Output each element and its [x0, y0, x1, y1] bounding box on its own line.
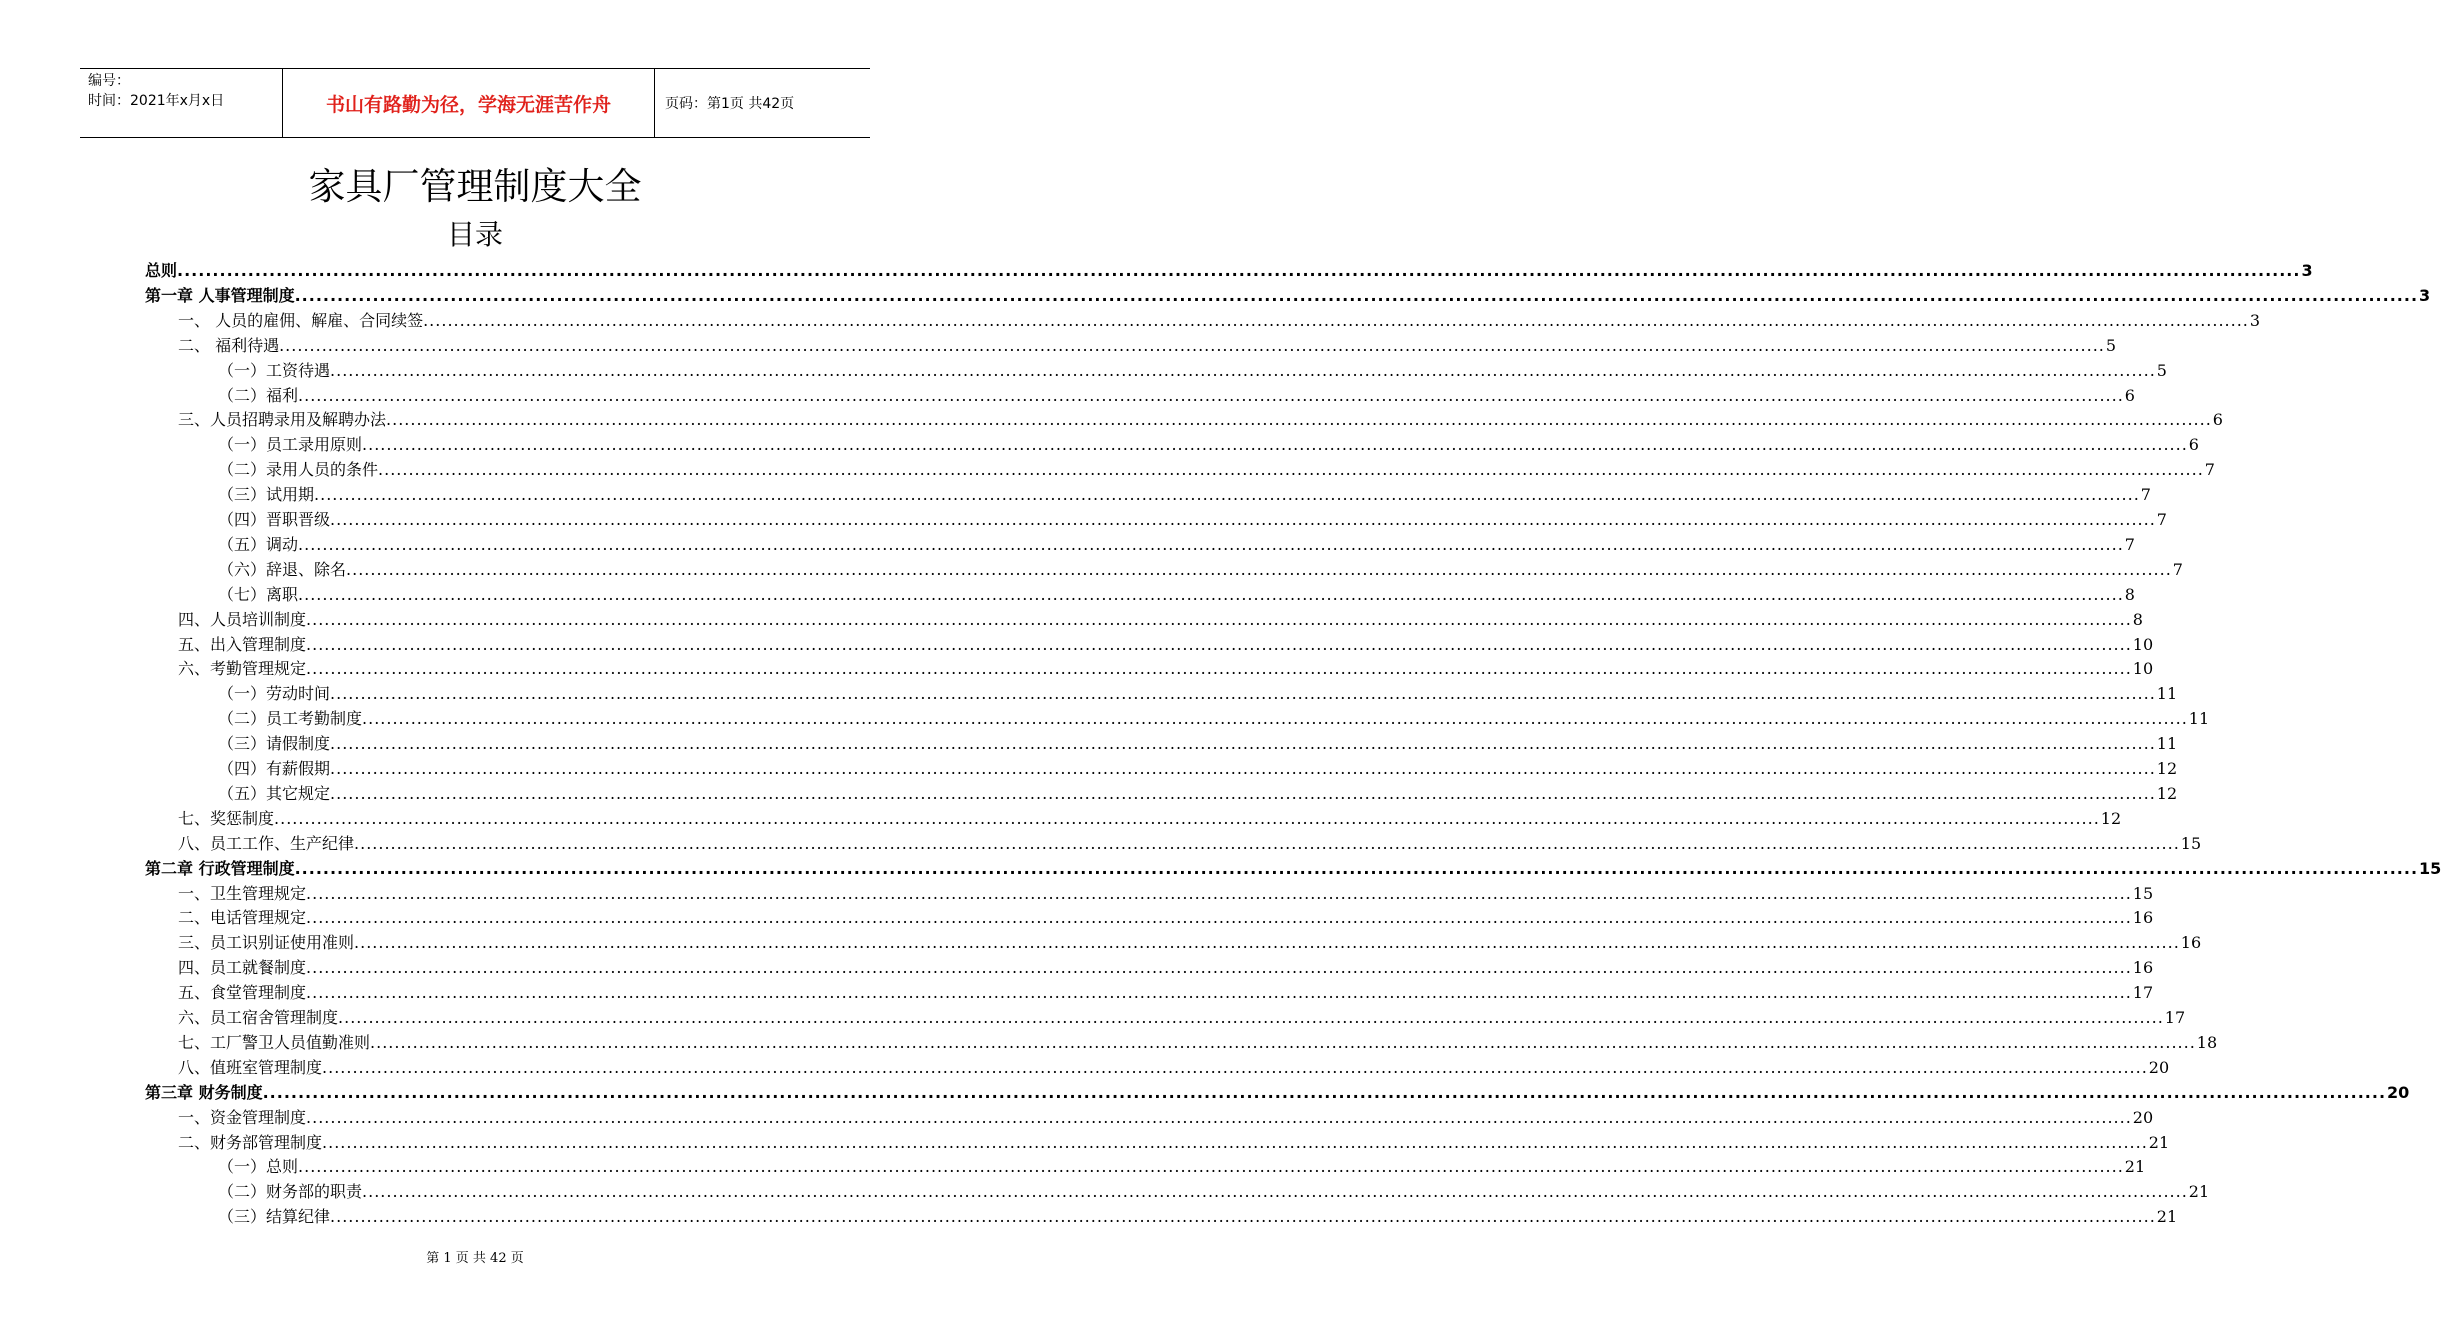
- toc-entry-page: 15: [2180, 833, 2202, 853]
- toc-entry-page: 3: [2419, 285, 2431, 305]
- toc-entry[interactable]: [178, 1030, 2218, 1055]
- toc-dot-leader: ............................................................................................................................................................................................................................................................................................................: [330, 684, 2156, 704]
- toc-entry[interactable]: [178, 632, 2154, 657]
- toc-entry-page: 7: [2124, 534, 2135, 554]
- toc-dot-leader: ............................................................................................................................................................................................................................................................................................................: [294, 858, 2419, 878]
- toc-entry-page: 21: [2156, 1207, 2178, 1227]
- toc-entry-page: 21: [2188, 1182, 2210, 1202]
- toc-dot-leader: ............................................................................................................................................................................................................................................................................................................: [298, 1157, 2124, 1177]
- toc-entry-label: （二）财务部的职责: [218, 1182, 363, 1202]
- toc-entry-page: 7: [2156, 510, 2167, 529]
- toc-entry-page: 3: [2301, 261, 2313, 280]
- toc-entry[interactable]: [178, 407, 2223, 432]
- toc-dot-leader: ............................................................................................................................................................................................................................................................................................................: [306, 958, 2132, 978]
- page-footer: 第 1 页 共 42 页: [426, 1251, 524, 1266]
- toc-entry[interactable]: [178, 881, 2154, 906]
- toc-entry[interactable]: [178, 308, 2261, 333]
- toc-dot-leader: ............................................................................................................................................................................................................................................................................................................: [354, 933, 2180, 953]
- toc-dot-leader: ............................................................................................................................................................................................................................................................................................................: [314, 485, 2140, 505]
- toc-entry-page: 15: [2132, 883, 2154, 903]
- toc-entry[interactable]: [218, 781, 2178, 806]
- toc-entry-label: （一）员工录用原则: [218, 435, 363, 455]
- toc-entry[interactable]: [218, 507, 2167, 532]
- toc-entry-label: （四）有薪假期: [218, 759, 331, 778]
- toc-entry-page: 6: [2124, 385, 2135, 405]
- toc-entry-label: 总则: [145, 261, 178, 280]
- toc-dot-leader: ............................................................................................................................................................................................................................................................................................................: [346, 559, 2172, 579]
- toc-entry-page: 11: [2156, 734, 2178, 754]
- toc-entry-page: 6: [2212, 410, 2223, 430]
- toc-entry[interactable]: [218, 383, 2135, 408]
- toc-dot-leader: ............................................................................................................................................................................................................................................................................................................: [386, 410, 2212, 430]
- header-meta: [80, 69, 282, 137]
- toc-dot-leader: ............................................................................................................................................................................................................................................................................................................: [306, 908, 2132, 928]
- toc-entry[interactable]: [178, 930, 2202, 955]
- page-header: [80, 68, 870, 138]
- toc-entry-label: 四、员工就餐制度: [178, 958, 307, 978]
- number-label: 编号：: [88, 73, 130, 89]
- toc-dot-leader: ............................................................................................................................................................................................................................................................................................................: [362, 435, 2188, 455]
- toc-dot-leader: ............................................................................................................................................................................................................................................................................................................: [338, 1008, 2164, 1027]
- toc-entry-label: 二、财务部管理制度: [178, 1132, 323, 1152]
- toc-entry-label: 一、卫生管理规定: [178, 883, 307, 903]
- toc-entry[interactable]: [178, 831, 2202, 856]
- toc-entry[interactable]: [145, 856, 2441, 881]
- toc-entry-label: 第三章 财务制度: [145, 1082, 263, 1102]
- toc-entry[interactable]: [218, 582, 2135, 607]
- toc-dot-leader: ............................................................................................................................................................................................................................................................................................................: [294, 285, 2419, 305]
- toc-dot-leader: ............................................................................................................................................................................................................................................................................................................: [330, 510, 2156, 529]
- toc-entry-page: 5: [2156, 360, 2167, 380]
- toc-entry-label: 第一章 人事管理制度: [145, 285, 295, 305]
- toc-entry[interactable]: [218, 731, 2178, 756]
- toc-entry[interactable]: [218, 532, 2135, 557]
- toc-entry-label: 二、电话管理规定: [178, 908, 307, 928]
- toc-dot-leader: ............................................................................................................................................................................................................................................................................................................: [330, 360, 2156, 380]
- toc-entry-label: 五、出入管理制度: [178, 634, 307, 654]
- toc-entry[interactable]: [178, 980, 2154, 1005]
- toc-entry-label: （一）工资待遇: [218, 360, 331, 380]
- header-motto: 书山有路勤为径，学海无涯苦作舟: [282, 69, 655, 137]
- toc-entry-label: （五）调动: [218, 534, 299, 554]
- toc-entry-page: 8: [2132, 609, 2143, 629]
- toc-entry-label: 六、员工宿舍管理制度: [178, 1008, 339, 1027]
- toc-entry-label: （六）辞退、除名: [218, 559, 347, 579]
- toc-dot-leader: ............................................................................................................................................................................................................................................................................................................: [330, 759, 2156, 778]
- toc-entry-label: 六、考勤管理规定: [178, 659, 307, 679]
- toc-dot-leader: ............................................................................................................................................................................................................................................................................................................: [330, 734, 2156, 754]
- toc-entry[interactable]: [218, 1179, 2210, 1204]
- toc-entry-label: 七、工厂警卫人员值勤准则: [178, 1032, 371, 1052]
- toc-entry-page: 16: [2132, 958, 2154, 978]
- toc-dot-leader: ............................................................................................................................................................................................................................................................................................................: [298, 385, 2124, 405]
- toc-dot-leader: ............................................................................................................................................................................................................................................................................................................: [279, 335, 2105, 355]
- toc-entry[interactable]: [178, 1055, 2170, 1080]
- toc-dot-leader: ............................................................................................................................................................................................................................................................................................................: [330, 1207, 2156, 1227]
- toc-dot-leader: ............................................................................................................................................................................................................................................................................................................: [362, 1182, 2188, 1202]
- toc-dot-leader: ............................................................................................................................................................................................................................................................................................................: [298, 534, 2124, 554]
- toc-entry[interactable]: [145, 258, 2313, 283]
- toc-entry[interactable]: [178, 1105, 2154, 1130]
- toc-entry[interactable]: [218, 557, 2183, 582]
- toc-entry-page: 11: [2188, 709, 2210, 729]
- toc-heading: 目录: [446, 218, 503, 251]
- toc-entry[interactable]: [178, 905, 2154, 930]
- toc-entry-label: （三）试用期: [218, 485, 315, 505]
- toc-entry-label: （二）录用人员的条件: [218, 460, 379, 480]
- toc-entry-page: 5: [2105, 335, 2117, 355]
- toc-dot-leader: ............................................................................................................................................................................................................................................................................................................: [274, 808, 2100, 828]
- toc-entry-page: 10: [2132, 634, 2154, 654]
- date-line: 时间：2021年x月x日: [88, 93, 225, 109]
- document-title: 家具厂管理制度大全: [308, 165, 642, 208]
- toc-entry-label: （七）离职: [218, 584, 299, 604]
- toc-entry-page: 12: [2100, 808, 2122, 828]
- toc-dot-leader: ............................................................................................................................................................................................................................................................................................................: [378, 460, 2204, 480]
- toc-entry-label: 一、 人员的雇佣、解雇、合同续签: [178, 310, 424, 330]
- toc-entry-page: 21: [2124, 1157, 2146, 1177]
- toc-entry-label: （四）晋职晋级: [218, 510, 331, 529]
- toc-entry-page: 21: [2148, 1132, 2170, 1152]
- toc-entry-page: 16: [2132, 908, 2154, 928]
- toc-entry-page: 8: [2124, 584, 2135, 604]
- toc-entry-page: 6: [2188, 435, 2199, 455]
- toc-entry-page: 11: [2156, 684, 2178, 704]
- toc-entry-label: （二）福利: [218, 385, 299, 405]
- toc-entry-page: 18: [2196, 1032, 2218, 1052]
- toc-entry-label: 第二章 行政管理制度: [145, 858, 295, 878]
- toc-entry[interactable]: [218, 756, 2178, 781]
- toc-dot-leader: ............................................................................................................................................................................................................................................................................................................: [330, 783, 2156, 803]
- toc-dot-leader: ............................................................................................................................................................................................................................................................................................................: [306, 634, 2132, 654]
- toc-entry[interactable]: [218, 358, 2167, 383]
- toc-entry-label: 一、资金管理制度: [178, 1107, 307, 1127]
- toc-entry[interactable]: [178, 955, 2154, 980]
- toc-dot-leader: ............................................................................................................................................................................................................................................................................................................: [354, 833, 2180, 853]
- toc-entry-label: （三）结算纪律: [218, 1207, 331, 1227]
- toc-entry[interactable]: [218, 1204, 2178, 1229]
- toc-entry-label: 五、食堂管理制度: [178, 983, 307, 1003]
- toc-entry-label: 七、奖惩制度: [178, 808, 275, 828]
- toc-entry-label: （三）请假制度: [218, 734, 331, 754]
- toc-entry[interactable]: [218, 457, 2215, 482]
- toc-entry-page: 20: [2132, 1107, 2154, 1127]
- toc-entry-page: 15: [2419, 858, 2441, 878]
- toc-dot-leader: ............................................................................................................................................................................................................................................................................................................: [322, 1057, 2148, 1077]
- toc-entry[interactable]: [178, 1005, 2186, 1030]
- toc-entry-page: 20: [2387, 1082, 2410, 1102]
- toc-dot-leader: ............................................................................................................................................................................................................................................................................................................: [306, 659, 2132, 679]
- toc-entry-page: 17: [2164, 1008, 2186, 1027]
- toc-entry-label: 三、人员招聘录用及解聘办法: [178, 410, 387, 430]
- toc-entry[interactable]: [178, 333, 2117, 358]
- toc-entry-page: 7: [2204, 460, 2215, 480]
- toc-entry-label: 四、人员培训制度: [178, 609, 307, 629]
- toc-entry[interactable]: [178, 806, 2122, 831]
- toc-dot-leader: ............................................................................................................................................................................................................................................................................................................: [298, 584, 2124, 604]
- toc-entry[interactable]: [178, 607, 2143, 632]
- toc-entry[interactable]: [218, 706, 2210, 731]
- toc-entry-label: 八、值班室管理制度: [178, 1057, 323, 1077]
- toc-entry[interactable]: [178, 1130, 2170, 1155]
- toc-entry[interactable]: [218, 681, 2178, 706]
- toc-entry-label: （二）员工考勤制度: [218, 709, 363, 729]
- toc-entry-label: 二、 福利待遇: [178, 335, 280, 355]
- toc-entry-label: 八、员工工作、生产纪律: [178, 833, 355, 853]
- toc-entry-page: 10: [2132, 659, 2154, 679]
- toc-dot-leader: ............................................................................................................................................................................................................................................................................................................: [306, 983, 2132, 1003]
- toc-entry-label: （一）劳动时间: [218, 684, 331, 704]
- toc-entry-page: 3: [2249, 310, 2261, 330]
- toc-dot-leader: ............................................................................................................................................................................................................................................................................................................: [322, 1132, 2148, 1152]
- toc-entry-label: （一）总则: [218, 1157, 299, 1177]
- toc-dot-leader: ............................................................................................................................................................................................................................................................................................................: [177, 261, 2301, 280]
- toc-entry-page: 12: [2156, 759, 2178, 778]
- toc-entry-label: （五）其它规定: [218, 783, 331, 803]
- toc-entry-page: 17: [2132, 983, 2154, 1003]
- toc-entry[interactable]: [145, 283, 2431, 308]
- toc-dot-leader: ............................................................................................................................................................................................................................................................................................................: [423, 310, 2249, 330]
- toc-entry[interactable]: [178, 656, 2154, 681]
- toc-dot-leader: ............................................................................................................................................................................................................................................................................................................: [306, 883, 2132, 903]
- toc-entry-page: 16: [2180, 933, 2202, 953]
- toc-entry[interactable]: [218, 1154, 2146, 1179]
- toc-entry[interactable]: [218, 482, 2151, 507]
- toc-dot-leader: ............................................................................................................................................................................................................................................................................................................: [262, 1082, 2387, 1102]
- toc-entry-page: 7: [2172, 559, 2183, 579]
- toc-entry[interactable]: [218, 432, 2199, 457]
- toc-entry[interactable]: [145, 1080, 2410, 1105]
- toc-entry-page: 20: [2148, 1057, 2170, 1077]
- toc-entry-page: 7: [2140, 485, 2151, 505]
- toc-dot-leader: ............................................................................................................................................................................................................................................................................................................: [306, 609, 2132, 629]
- toc-dot-leader: ............................................................................................................................................................................................................................................................................................................: [306, 1107, 2132, 1127]
- toc-entry-page: 12: [2156, 783, 2178, 803]
- header-page-info: 页码：第1页 共42页: [665, 96, 795, 112]
- toc-dot-leader: ............................................................................................................................................................................................................................................................................................................: [362, 709, 2188, 729]
- toc-entry-label: 三、员工识别证使用准则: [178, 933, 355, 953]
- toc-dot-leader: ............................................................................................................................................................................................................................................................................................................: [370, 1032, 2196, 1052]
